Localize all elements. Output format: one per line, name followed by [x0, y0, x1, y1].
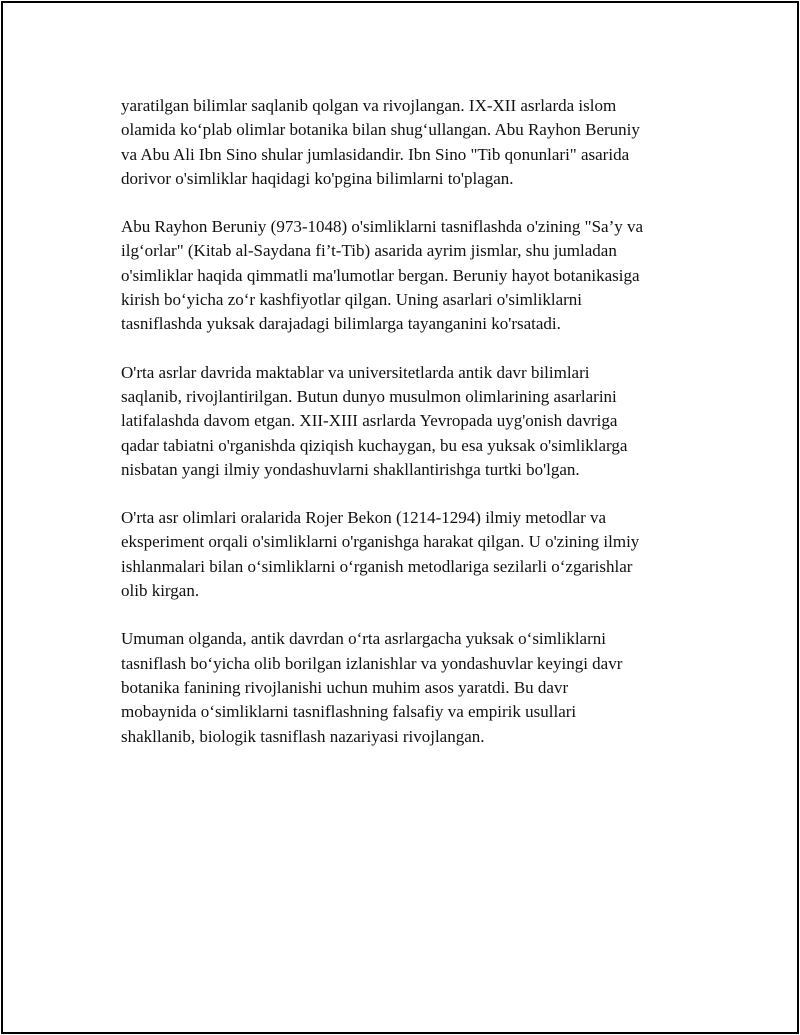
page-frame — [1, 1, 799, 1034]
paragraph-5: Umuman olganda, antik davrdan o‘rta asrlargacha yuksak o‘simliklarni tasniflash bo‘yicha olib borilgan izlanishlar va yondashuvlar keyingi davr botanika fanining rivojlanishi uchun muhim asos yaratdi. Bu davr mobaynida o‘simliklarni tasniflashning falsafiy va empirik usullari shakllanib, biologik tasniflash nazariyasi rivojlangan. — [121, 629, 623, 746]
paragraph-1: yaratilgan bilimlar saqlanib qolgan va rivojlangan. IX-XII asrlarda islom olamida ko‘plab olimlar botanika bilan shug‘ullangan. Abu Rayhon Beruniy va Abu Ali Ibn Sino shular jumlasidandir. Ibn Sino "Tib qonunlari" asarida dorivor o'simliklar haqidagi ko'pgina bilimlarni to'plagan. — [121, 96, 640, 188]
paragraph-3: O'rta asrlar davrida maktablar va universitetlarda antik davr bilimlari saqlanib, rivojlantirilgan. Butun dunyo musulmon olimlarining asarlarini latifalashda davom etgan. XII-XIII asrlarda Yevropada uyg'onish davriga qadar tabiatni o'rganishda qiziqish kuchaygan, bu esa yuksak o'simliklarga nisbatan yangi ilmiy yondashuvlarni shakllantirishga turtki bo'lgan. — [121, 362, 628, 479]
paragraph-4: O'rta asr olimlari oralarida Rojer Bekon (1214-1294) ilmiy metodlar va eksperiment orqali o'simliklarni o'rganishga harakat qilgan. U o'zining ilmiy ishlanmalari bilan o‘simliklarni o‘rganish metodlariga sezilarli o‘zgarishlar olib kirgan. — [121, 508, 640, 601]
text-column — [121, 94, 693, 773]
paragraph-2: Abu Rayhon Beruniy (973-1048) o'simliklarni tasniflashda o'zining "Sa’y va ilg‘orlar" (Kitab al-Saydana fi’t-Tib) asarida ayrim jismlar, shu jumladan o'simliklar haqida qimmatli ma'lumotlar bergan. Beruniy hayot botanikasiga kirish bo‘yicha zo‘r kashfiyotlar qilgan. Uning asarlari o'simliklarni tasniflashda yuksak darajadagi bilimlarga tayanganini ko'rsatadi. — [121, 217, 644, 334]
